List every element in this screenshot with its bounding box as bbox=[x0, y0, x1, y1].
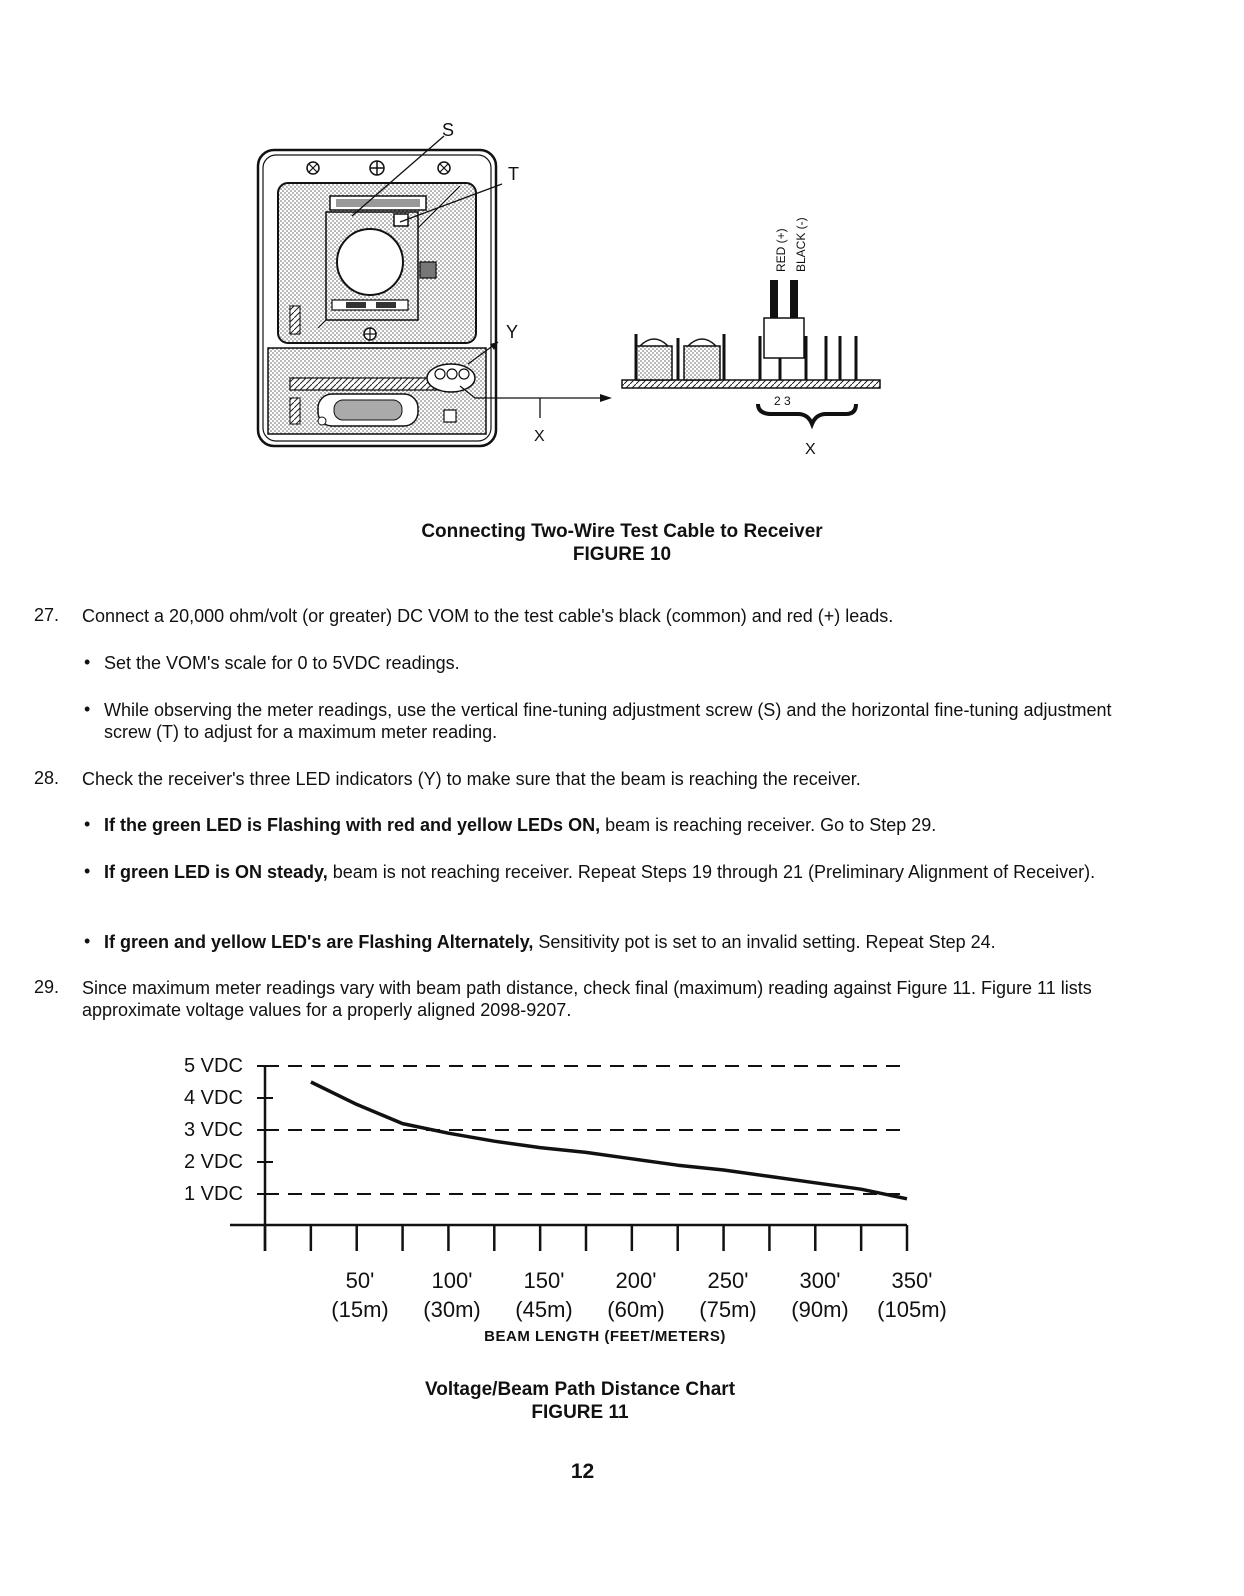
step-number: 29. bbox=[34, 977, 60, 997]
x-tick-label-meters: (75m) bbox=[699, 1297, 757, 1322]
step-text: Check the receiver's three LED indicators (Y) to make sure that the beam is reaching the receiver. bbox=[82, 769, 861, 789]
bullet-text: If green and yellow LED's are Flashing Alternately, Sensitivity pot is set to an invalid setting. Repeat Step 24. bbox=[104, 932, 996, 952]
callout-x-left-label: X bbox=[534, 428, 545, 445]
voltage-curve bbox=[311, 1082, 907, 1199]
step-text: Since maximum meter readings vary with beam path distance, check final (maximum) reading against Figure 11. Figure 11 lists approximate voltage values for a properly aligned 2098-9207. bbox=[82, 978, 1092, 1020]
terminal-board-side-view bbox=[622, 280, 880, 424]
step-number: 27. bbox=[34, 605, 60, 625]
x-tick-label-feet: 150' bbox=[523, 1268, 565, 1293]
screw-icon bbox=[370, 161, 384, 175]
screw-icon bbox=[364, 328, 376, 340]
y-tick-label: 3 VDC bbox=[184, 1119, 243, 1141]
bullet-text: While observing the meter readings, use the vertical fine-tuning adjustment screw (S) and the horizontal fine-tuning adjustment screw (T) to adjust for a maximum meter reading. bbox=[104, 700, 1112, 742]
y-tick-label: 1 VDC bbox=[184, 1183, 243, 1205]
figure-11-caption-number: FIGURE 11 bbox=[531, 1402, 629, 1423]
red-wire-label: RED (+) bbox=[774, 228, 788, 272]
black-wire-label: BLACK (-) bbox=[794, 217, 808, 272]
x-tick-label-feet: 250' bbox=[707, 1268, 749, 1293]
step-number: 28. bbox=[34, 768, 60, 788]
figure-11-caption-title: Voltage/Beam Path Distance Chart bbox=[424, 1379, 736, 1400]
figure-10-diagram bbox=[0, 0, 1244, 470]
y-tick-label: 5 VDC bbox=[184, 1055, 243, 1077]
x-tick-label-meters: (45m) bbox=[515, 1297, 573, 1322]
x-tick-label-meters: (15m) bbox=[331, 1297, 389, 1322]
screw-icon bbox=[307, 162, 319, 174]
x-tick-label-meters: (90m) bbox=[791, 1297, 849, 1322]
terminal-numbers: 2 3 bbox=[774, 394, 791, 408]
x-tick-label-meters: (105m) bbox=[877, 1297, 947, 1322]
x-tick-label-meters: (30m) bbox=[423, 1297, 481, 1322]
figure-10-caption-title: Connecting Two-Wire Test Cable to Receiver bbox=[421, 521, 823, 542]
callout-y-label: Y bbox=[506, 322, 519, 342]
x-tick-label-feet: 50' bbox=[345, 1268, 375, 1293]
y-tick-label: 4 VDC bbox=[184, 1087, 243, 1109]
figure-10-caption-number: FIGURE 10 bbox=[572, 544, 672, 565]
x-axis-title: BEAM LENGTH (FEET/METERS) bbox=[484, 1328, 726, 1345]
y-tick-label: 2 VDC bbox=[184, 1151, 243, 1173]
callout-x-right-label: X bbox=[805, 441, 816, 458]
callout-s-label: S bbox=[442, 120, 455, 140]
x-tick-label-feet: 350' bbox=[891, 1268, 933, 1293]
bullet-text: If the green LED is Flashing with red and yellow LEDs ON, beam is reaching receiver. Go to Step 29. bbox=[104, 815, 937, 835]
bullet-text: Set the VOM's scale for 0 to 5VDC readings. bbox=[104, 653, 460, 673]
step-text: Connect a 20,000 ohm/volt (or greater) DC VOM to the test cable's black (common) and red (+) leads. bbox=[82, 606, 894, 626]
x-tick-label-meters: (60m) bbox=[607, 1297, 665, 1322]
x-tick-label-feet: 300' bbox=[799, 1268, 841, 1293]
x-tick-label-feet: 200' bbox=[615, 1268, 657, 1293]
screw-icon bbox=[438, 162, 450, 174]
bullet-text: If green LED is ON steady, beam is not reaching receiver. Repeat Steps 19 through 21 (Preliminary Alignment of Receiver). bbox=[104, 862, 1096, 882]
page-number: 12 bbox=[570, 1460, 595, 1483]
x-tick-label-feet: 100' bbox=[431, 1268, 473, 1293]
callout-t-label: T bbox=[508, 164, 519, 184]
